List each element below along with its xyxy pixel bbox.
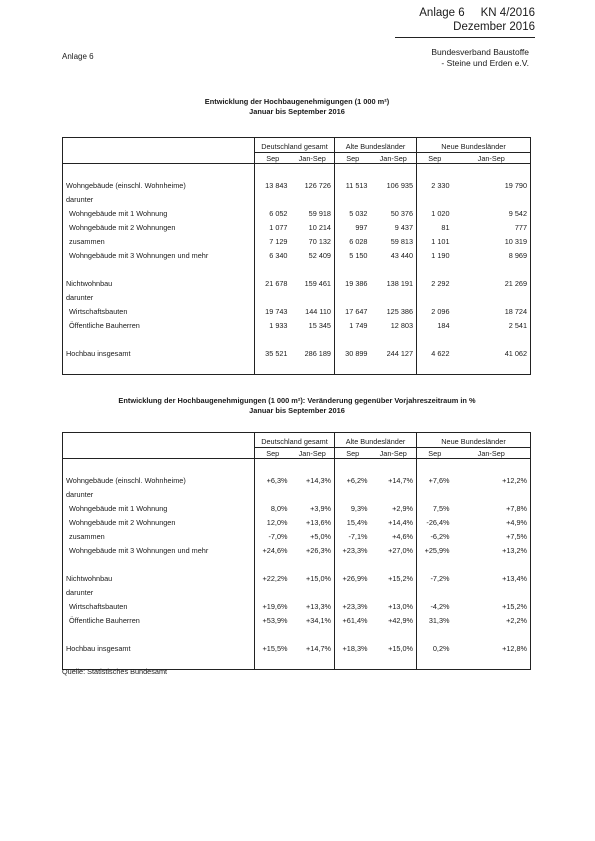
row-label: Wirtschaftsbauten <box>69 601 128 611</box>
region-header: Deutschland gesamt <box>255 433 335 448</box>
value-cell: +12,8% <box>502 643 528 653</box>
permits-table <box>62 137 531 375</box>
value-cell: 1 190 <box>417 248 453 262</box>
value-cell: 43 440 <box>390 250 414 260</box>
value-cell: +2,2% <box>506 615 528 625</box>
row-label: Wohngebäude mit 2 Wohnungen <box>69 517 176 527</box>
value-cell: +14,7% <box>306 643 331 653</box>
spacer-cell <box>291 164 335 179</box>
period-header-row <box>63 153 531 164</box>
group-header-row <box>63 433 531 448</box>
table-row <box>63 234 531 248</box>
row-label: darunter <box>66 194 94 204</box>
value-cell: -6,2% <box>417 529 453 543</box>
table-row <box>63 613 531 627</box>
value-cell: 50 376 <box>390 208 414 218</box>
value-cell: +6,3% <box>255 473 291 487</box>
value-cell: 6 052 <box>255 206 291 220</box>
value-cell <box>335 290 371 304</box>
spacer-cell <box>417 332 453 346</box>
value-cell <box>371 192 417 206</box>
table-row <box>63 501 531 515</box>
spacer-cell <box>371 459 417 474</box>
table1-subtitle: Januar bis September 2016 <box>249 107 345 116</box>
value-cell: +4,6% <box>392 531 414 541</box>
region-header: Neue Bundesländer <box>417 433 531 448</box>
spacer-cell <box>255 655 291 670</box>
value-cell: 59 813 <box>390 236 414 246</box>
spacer-cell <box>417 627 453 641</box>
value-cell <box>417 585 453 599</box>
value-cell <box>371 290 417 304</box>
value-cell <box>453 487 531 501</box>
value-cell <box>255 585 291 599</box>
reference-line <box>395 6 535 20</box>
region-header: Deutschland gesamt <box>255 138 335 153</box>
document-date: Dezember 2016 <box>453 21 535 33</box>
region-header: Neue Bundesländer <box>417 138 531 153</box>
value-cell: +42,9% <box>388 615 414 625</box>
value-cell: 59 918 <box>308 208 331 218</box>
row-label: Nichtwohnbau <box>66 573 113 583</box>
spacer-cell <box>417 557 453 571</box>
spacer-cell <box>335 164 371 179</box>
period-header: Sep <box>335 153 371 164</box>
table-row <box>63 543 531 557</box>
table-row <box>63 318 531 332</box>
value-cell: +7,8% <box>506 503 528 513</box>
value-cell: 106 935 <box>386 180 414 190</box>
spacer-cell <box>255 164 291 179</box>
value-cell: +7,6% <box>417 473 453 487</box>
value-cell <box>291 585 335 599</box>
corner-cell <box>63 153 255 164</box>
value-cell: +26,9% <box>335 571 371 585</box>
organization <box>431 47 529 69</box>
organization-line-1: Bundesverband Baustoffe <box>431 47 529 57</box>
spacer-cell <box>371 262 417 276</box>
spacer-cell <box>453 262 531 276</box>
value-cell: 30 899 <box>335 346 371 360</box>
value-cell: 1 101 <box>417 234 453 248</box>
value-cell: 0,2% <box>417 641 453 655</box>
spacer-cell <box>63 332 255 346</box>
value-cell <box>453 192 531 206</box>
value-cell: +14,4% <box>388 517 414 527</box>
spacer-cell <box>63 627 255 641</box>
value-cell <box>453 290 531 304</box>
kn-reference: KN 4/2016 <box>480 7 535 19</box>
value-cell: +14,3% <box>306 475 331 485</box>
row-label: Wohngebäude mit 2 Wohnungen <box>69 222 176 232</box>
spacer-row <box>63 627 531 641</box>
period-header: Jan-Sep <box>453 153 531 164</box>
value-cell: +6,2% <box>335 473 371 487</box>
spacer-cell <box>417 262 453 276</box>
anlage-number: Anlage 6 <box>419 7 465 19</box>
table-row <box>63 641 531 655</box>
anlage-label: Anlage 6 <box>62 52 94 61</box>
value-cell <box>417 290 453 304</box>
value-cell <box>371 585 417 599</box>
spacer-cell <box>335 262 371 276</box>
value-cell: -26,4% <box>417 515 453 529</box>
value-cell: +25,9% <box>417 543 453 557</box>
value-cell: +13,4% <box>502 573 528 583</box>
value-cell: +15,5% <box>255 641 291 655</box>
period-header: Sep <box>255 153 291 164</box>
period-header-row <box>63 448 531 459</box>
value-cell: 244 127 <box>386 348 414 358</box>
spacer-cell <box>453 164 531 179</box>
value-cell: +13,0% <box>388 601 414 611</box>
spacer-cell <box>453 360 531 375</box>
value-cell: 7 129 <box>255 234 291 248</box>
value-cell: 21 269 <box>504 278 528 288</box>
value-cell: +18,3% <box>335 641 371 655</box>
spacer-cell <box>255 332 291 346</box>
table-row <box>63 599 531 613</box>
value-cell: +13,3% <box>306 601 331 611</box>
table1-title: Entwicklung der Hochbaugenehmigungen (1 000 m²) <box>204 97 390 106</box>
period-header: Jan-Sep <box>291 153 335 164</box>
value-cell: 1 020 <box>417 206 453 220</box>
row-label: Hochbau insgesamt <box>66 643 131 653</box>
value-cell: 9 542 <box>508 208 528 218</box>
spacer-cell <box>335 459 371 474</box>
spacer-cell <box>255 360 291 375</box>
spacer-cell <box>63 360 255 375</box>
table2-title: Entwicklung der Hochbaugenehmigungen (1 000 m²): Veränderung gegenüber Vorjahreszeitraum in % <box>118 396 476 405</box>
row-label: Wohngebäude (einschl. Wohnheime) <box>66 180 186 190</box>
value-cell: 5 150 <box>335 248 371 262</box>
value-cell: 41 062 <box>504 348 528 358</box>
value-cell: 12 803 <box>390 320 414 330</box>
value-cell: 286 189 <box>304 348 331 358</box>
value-cell: 138 191 <box>386 278 414 288</box>
spacer-cell <box>63 164 255 179</box>
row-label: Hochbau insgesamt <box>66 348 131 358</box>
corner-cell <box>63 433 255 448</box>
row-label: zusammen <box>69 531 105 541</box>
region-header: Alte Bundesländer <box>335 433 417 448</box>
spacer-cell <box>453 557 531 571</box>
table-row <box>63 290 531 304</box>
value-cell: 159 461 <box>304 278 331 288</box>
spacer-row <box>63 459 531 474</box>
spacer-cell <box>255 262 291 276</box>
spacer-cell <box>335 332 371 346</box>
value-cell <box>335 192 371 206</box>
corner-cell <box>63 448 255 459</box>
row-label: Nichtwohnbau <box>66 278 113 288</box>
table-row <box>63 276 531 290</box>
row-label: darunter <box>66 587 94 597</box>
value-cell: +13,6% <box>306 517 331 527</box>
value-cell: 6 340 <box>255 248 291 262</box>
value-cell <box>255 192 291 206</box>
value-cell: 17 647 <box>335 304 371 318</box>
spacer-cell <box>255 557 291 571</box>
value-cell: 2 541 <box>508 320 528 330</box>
value-cell: 11 513 <box>335 178 371 192</box>
value-cell: -7,2% <box>417 571 453 585</box>
table2-subtitle: Januar bis September 2016 <box>249 406 345 415</box>
value-cell: 125 386 <box>386 306 414 316</box>
value-cell <box>291 290 335 304</box>
spacer-cell <box>63 262 255 276</box>
value-cell: +23,3% <box>335 543 371 557</box>
table-row <box>63 220 531 234</box>
header-rule <box>395 37 535 38</box>
value-cell: +13,2% <box>502 545 528 555</box>
value-cell: +15,0% <box>388 643 414 653</box>
value-cell: 8 969 <box>508 250 528 260</box>
row-label: darunter <box>66 292 94 302</box>
value-cell <box>255 290 291 304</box>
value-cell: 997 <box>335 220 371 234</box>
row-label: Wohngebäude mit 3 Wohnungen und mehr <box>69 250 209 260</box>
table-row <box>63 346 531 360</box>
value-cell <box>255 487 291 501</box>
value-cell: +24,6% <box>255 543 291 557</box>
organization-line-2: - Steine und Erden e.V. <box>441 58 529 68</box>
spacer-cell <box>453 332 531 346</box>
value-cell <box>291 487 335 501</box>
value-cell: 15 345 <box>308 320 331 330</box>
value-cell: 7,5% <box>417 501 453 515</box>
value-cell: 19 790 <box>504 180 528 190</box>
corner-cell <box>63 138 255 153</box>
value-cell <box>417 487 453 501</box>
spacer-row <box>63 164 531 179</box>
region-header: Alte Bundesländer <box>335 138 417 153</box>
value-cell: 10 319 <box>504 236 528 246</box>
spacer-cell <box>417 459 453 474</box>
spacer-cell <box>371 332 417 346</box>
value-cell: 2 330 <box>417 178 453 192</box>
table-row <box>63 178 531 192</box>
spacer-cell <box>335 655 371 670</box>
value-cell: 2 096 <box>417 304 453 318</box>
value-cell: -4,2% <box>417 599 453 613</box>
period-header: Jan-Sep <box>291 448 335 459</box>
row-label: Öffentliche Bauherren <box>69 615 140 625</box>
period-header: Sep <box>417 153 453 164</box>
value-cell <box>417 192 453 206</box>
value-cell: +12,2% <box>502 475 528 485</box>
row-label: Wohngebäude mit 1 Wohnung <box>69 503 168 513</box>
value-cell: 31,3% <box>417 613 453 627</box>
value-cell: +2,9% <box>392 503 414 513</box>
period-header: Jan-Sep <box>371 448 417 459</box>
spacer-cell <box>291 557 335 571</box>
value-cell: +4,9% <box>506 517 528 527</box>
value-cell: 52 409 <box>308 250 331 260</box>
table-row <box>63 473 531 487</box>
row-label: Wohngebäude mit 1 Wohnung <box>69 208 168 218</box>
spacer-cell <box>371 655 417 670</box>
value-cell: 9,3% <box>335 501 371 515</box>
value-cell: 19 386 <box>335 276 371 290</box>
period-header: Sep <box>335 448 371 459</box>
value-cell: +53,9% <box>255 613 291 627</box>
spacer-cell <box>291 627 335 641</box>
row-label: zusammen <box>69 236 105 246</box>
spacer-cell <box>417 164 453 179</box>
spacer-row <box>63 360 531 375</box>
spacer-cell <box>453 655 531 670</box>
value-cell: +14,7% <box>388 475 414 485</box>
group-header-row <box>63 138 531 153</box>
spacer-cell <box>291 332 335 346</box>
value-cell <box>453 585 531 599</box>
value-cell: +3,9% <box>310 503 331 513</box>
value-cell: 2 292 <box>417 276 453 290</box>
value-cell: +5,0% <box>310 531 331 541</box>
spacer-cell <box>291 459 335 474</box>
spacer-cell <box>255 459 291 474</box>
table-row <box>63 529 531 543</box>
value-cell: 126 726 <box>304 180 331 190</box>
value-cell: 10 214 <box>308 222 331 232</box>
value-cell: -7,0% <box>255 529 291 543</box>
value-cell: 5 032 <box>335 206 371 220</box>
source-note: Quelle: Statistisches Bundesamt <box>62 667 168 676</box>
value-cell: +15,2% <box>502 601 528 611</box>
value-cell: 6 028 <box>335 234 371 248</box>
value-cell: 777 <box>514 222 528 232</box>
row-label: Öffentliche Bauherren <box>69 320 140 330</box>
value-cell: 18 724 <box>504 306 528 316</box>
row-label: Wohngebäude mit 3 Wohnungen und mehr <box>69 545 209 555</box>
value-cell: 12,0% <box>255 515 291 529</box>
change-table <box>62 432 531 670</box>
value-cell: 19 743 <box>255 304 291 318</box>
spacer-cell <box>255 627 291 641</box>
value-cell: +15,2% <box>388 573 414 583</box>
spacer-cell <box>453 459 531 474</box>
spacer-cell <box>417 360 453 375</box>
spacer-cell <box>371 360 417 375</box>
spacer-cell <box>371 627 417 641</box>
spacer-row <box>63 332 531 346</box>
spacer-cell <box>371 164 417 179</box>
table2-heading <box>62 396 532 416</box>
spacer-cell <box>291 655 335 670</box>
value-cell: -7,1% <box>335 529 371 543</box>
spacer-cell <box>291 262 335 276</box>
value-cell: 21 678 <box>255 276 291 290</box>
document-reference <box>395 6 535 38</box>
spacer-cell <box>63 557 255 571</box>
value-cell: 13 843 <box>255 178 291 192</box>
value-cell: 1 077 <box>255 220 291 234</box>
period-header: Jan-Sep <box>371 153 417 164</box>
spacer-row <box>63 262 531 276</box>
value-cell <box>335 585 371 599</box>
table-row <box>63 304 531 318</box>
value-cell: +22,2% <box>255 571 291 585</box>
spacer-cell <box>335 627 371 641</box>
table1-heading <box>62 97 532 117</box>
value-cell: 15,4% <box>335 515 371 529</box>
spacer-cell <box>63 459 255 474</box>
period-header: Sep <box>417 448 453 459</box>
spacer-cell <box>335 557 371 571</box>
value-cell: +26,3% <box>306 545 331 555</box>
table-row <box>63 248 531 262</box>
row-label: darunter <box>66 489 94 499</box>
value-cell: 184 <box>417 318 453 332</box>
spacer-cell <box>291 360 335 375</box>
value-cell: 1 933 <box>255 318 291 332</box>
row-label: Wirtschaftsbauten <box>69 306 128 316</box>
value-cell: 81 <box>417 220 453 234</box>
value-cell: 4 622 <box>417 346 453 360</box>
table-row <box>63 571 531 585</box>
value-cell <box>335 487 371 501</box>
value-cell: 1 749 <box>335 318 371 332</box>
table-row <box>63 515 531 529</box>
value-cell: +23,3% <box>335 599 371 613</box>
value-cell: +19,6% <box>255 599 291 613</box>
row-label: Wohngebäude (einschl. Wohnheime) <box>66 475 186 485</box>
spacer-cell <box>335 360 371 375</box>
table-row <box>63 585 531 599</box>
value-cell: 70 132 <box>308 236 331 246</box>
value-cell: +34,1% <box>306 615 331 625</box>
period-header: Jan-Sep <box>453 448 531 459</box>
value-cell: 144 110 <box>305 306 331 316</box>
spacer-cell <box>453 627 531 641</box>
value-cell: +7,5% <box>506 531 528 541</box>
value-cell: 8,0% <box>255 501 291 515</box>
value-cell <box>371 487 417 501</box>
spacer-cell <box>371 557 417 571</box>
spacer-cell <box>417 655 453 670</box>
value-cell <box>291 192 335 206</box>
value-cell: +15,0% <box>306 573 331 583</box>
value-cell: +61,4% <box>335 613 371 627</box>
value-cell: +27,0% <box>388 545 414 555</box>
value-cell: 35 521 <box>255 346 291 360</box>
value-cell: 9 437 <box>394 222 414 232</box>
table-row <box>63 192 531 206</box>
table-row <box>63 206 531 220</box>
spacer-row <box>63 557 531 571</box>
table-row <box>63 487 531 501</box>
period-header: Sep <box>255 448 291 459</box>
